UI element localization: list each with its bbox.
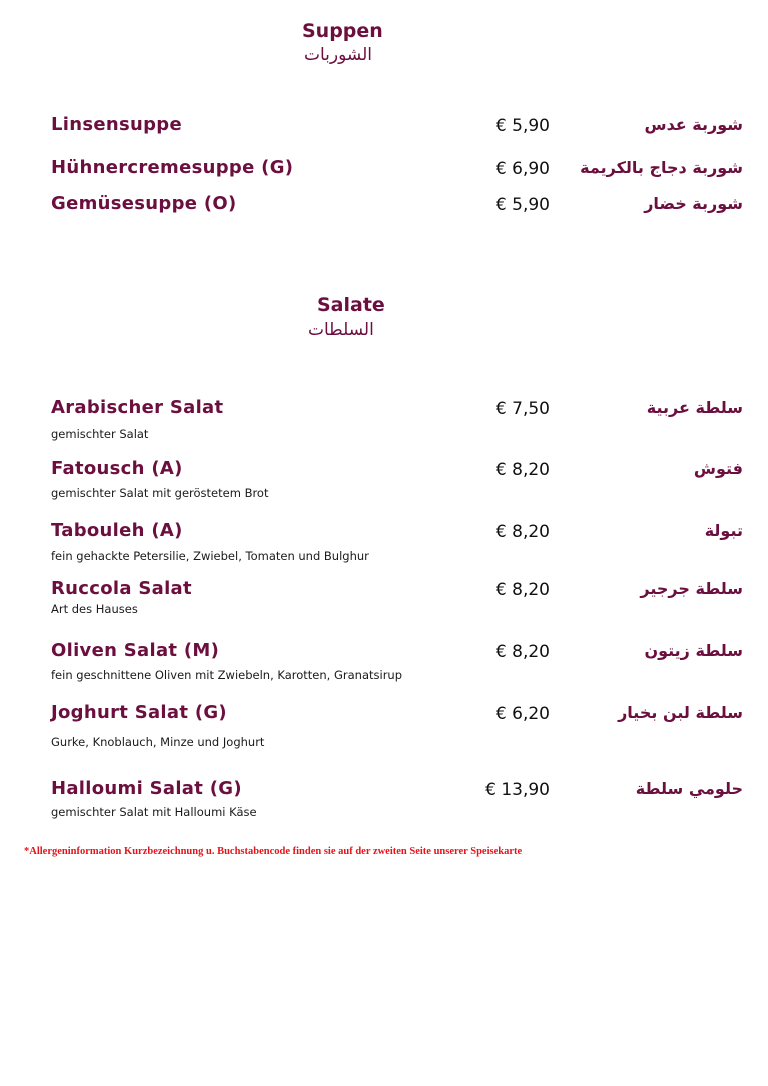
section-title-suppen: Suppen (302, 20, 383, 42)
item-price: € 8,20 (495, 642, 550, 662)
item-description: Art des Hauses (51, 602, 138, 616)
item-price: € 6,20 (495, 704, 550, 724)
item-name: Tabouleh (A) (51, 520, 183, 541)
item-arabic-name: سلطة زيتون (644, 641, 743, 660)
item-name: Arabischer Salat (51, 397, 224, 418)
item-name: Ruccola Salat (51, 578, 192, 599)
item-name: Gemüsesuppe (O) (51, 193, 237, 214)
item-description: Gurke, Knoblauch, Minze und Joghurt (51, 735, 265, 749)
item-arabic-name: فتوش (693, 459, 743, 478)
item-price: € 5,90 (495, 116, 550, 136)
item-name: Oliven Salat (M) (51, 640, 220, 661)
item-price: € 8,20 (495, 580, 550, 600)
allergen-footnote: *Allergeninformation Kurzbezeichnung u. Buchstabencode finden sie auf der zweiten Seite unserer Speisekarte (24, 846, 523, 857)
section-title-salate-arabic: السلطات (308, 320, 374, 340)
menu-item (0, 640, 768, 688)
item-price: € 8,20 (495, 460, 550, 480)
item-arabic-name: شوربة دجاج بالكريمة (580, 158, 743, 177)
menu-item (0, 458, 768, 506)
menu-item (0, 578, 768, 622)
item-name: Joghurt Salat (G) (51, 702, 227, 723)
item-arabic-name: سلطة جرجير (640, 579, 743, 598)
section-title-salate: Salate (317, 294, 385, 316)
item-arabic-name: حلومي سلطة (635, 779, 743, 798)
section-title-suppen-arabic: الشوربات (304, 45, 372, 65)
item-arabic-name: سلطة عربية (646, 398, 743, 417)
item-price: € 7,50 (495, 399, 550, 419)
item-description: gemischter Salat mit geröstetem Brot (51, 486, 269, 500)
item-arabic-name: سلطة لبن بخيار (618, 703, 743, 722)
menu-item (0, 193, 768, 233)
item-name: Linsensuppe (51, 114, 182, 135)
item-arabic-name: تبولة (704, 521, 743, 540)
item-description: fein geschnittene Oliven mit Zwiebeln, Karotten, Granatsirup (51, 668, 403, 682)
item-price: € 6,90 (495, 159, 550, 179)
item-arabic-name: شوربة عدس (644, 115, 743, 134)
menu-item (0, 702, 768, 754)
item-name: Fatousch (A) (51, 458, 183, 479)
item-name: Hühnercremesuppe (G) (51, 157, 294, 178)
menu-item (0, 114, 768, 154)
item-price: € 8,20 (495, 522, 550, 542)
menu-item (0, 157, 768, 197)
item-description: gemischter Salat mit Halloumi Käse (51, 805, 257, 819)
menu-item (0, 397, 768, 445)
menu-item (0, 778, 768, 824)
item-price: € 5,90 (495, 195, 550, 215)
item-description: gemischter Salat (51, 427, 149, 441)
menu-item (0, 520, 768, 568)
item-arabic-name: شوربة خضار (644, 194, 743, 213)
item-name: Halloumi Salat (G) (51, 778, 242, 799)
item-description: fein gehackte Petersilie, Zwiebel, Tomaten und Bulghur (51, 549, 369, 563)
item-price: € 13,90 (485, 780, 550, 800)
